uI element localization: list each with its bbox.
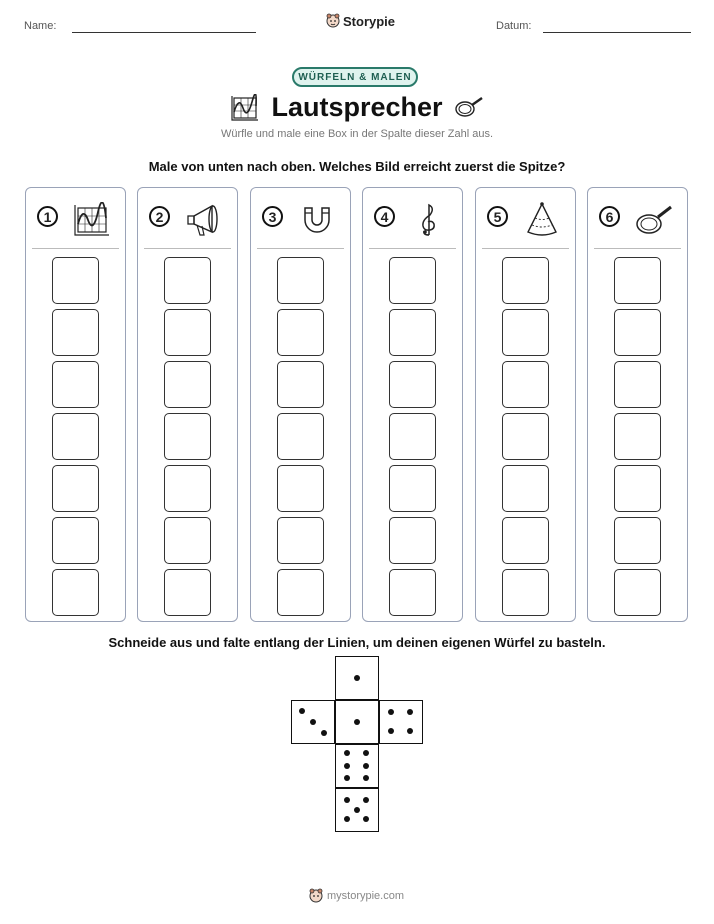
dice-pip <box>354 807 360 813</box>
subtitle: Würfle und male eine Box in der Spalte dieser Zahl aus. <box>220 128 494 140</box>
dice-pip <box>363 775 369 781</box>
dice-pip <box>363 816 369 822</box>
color-box[interactable] <box>277 413 324 460</box>
color-box[interactable] <box>52 361 99 408</box>
column-header <box>146 202 232 238</box>
color-box[interactable] <box>277 569 324 616</box>
color-box[interactable] <box>614 569 661 616</box>
magnet-icon <box>297 202 337 243</box>
color-box[interactable] <box>389 569 436 616</box>
color-box[interactable] <box>502 309 549 356</box>
color-box[interactable] <box>614 361 661 408</box>
color-box[interactable] <box>614 413 661 460</box>
dice-pip <box>344 775 350 781</box>
column-divider <box>32 248 119 249</box>
color-box[interactable] <box>502 517 549 564</box>
dice-pip <box>344 750 350 756</box>
storypie-logo <box>326 13 395 29</box>
dice-pip <box>388 709 394 715</box>
color-box[interactable] <box>52 465 99 512</box>
footer <box>309 888 404 904</box>
color-box[interactable] <box>164 257 211 304</box>
dice-pip <box>363 797 369 803</box>
dice-face-3 <box>291 700 335 744</box>
column-number: 4 <box>374 206 395 227</box>
color-box[interactable] <box>502 361 549 408</box>
instructions: Male von unten nach oben. Welches Bild erreicht zuerst die Spitze? <box>148 159 566 174</box>
dice-pip <box>310 719 316 725</box>
column-divider <box>482 248 569 249</box>
color-box[interactable] <box>52 413 99 460</box>
color-box[interactable] <box>277 361 324 408</box>
dice-pip <box>344 763 350 769</box>
column-number: 2 <box>149 206 170 227</box>
column-4 <box>362 187 463 622</box>
color-box[interactable] <box>389 413 436 460</box>
treble-clef-icon <box>409 202 449 243</box>
logo-text: Storypie <box>343 13 396 29</box>
activity-badge: WÜRFELN & MALEN <box>292 67 418 87</box>
name-label: Name: <box>24 20 57 32</box>
party-hat-icon <box>522 202 562 243</box>
color-box[interactable] <box>164 361 211 408</box>
color-box[interactable] <box>502 413 549 460</box>
dice-face-4 <box>379 700 423 744</box>
page-title: Lautsprecher <box>271 92 443 122</box>
dice-face-1 <box>335 700 379 744</box>
dice-pip <box>363 763 369 769</box>
column-5 <box>475 187 576 622</box>
dice-pip <box>407 728 413 734</box>
dice-pip <box>407 709 413 715</box>
color-box[interactable] <box>277 517 324 564</box>
cut-instructions: Schneide aus und falte entlang der Linien, um deinen eigenen Würfel zu basteln. <box>108 635 606 650</box>
color-box[interactable] <box>389 309 436 356</box>
megaphone-icon <box>184 202 224 243</box>
color-box[interactable] <box>164 569 211 616</box>
name-line <box>72 32 256 33</box>
column-6 <box>587 187 688 622</box>
column-header <box>596 202 682 238</box>
color-box[interactable] <box>52 517 99 564</box>
column-divider <box>594 248 681 249</box>
color-box[interactable] <box>277 257 324 304</box>
dice-pip <box>321 730 327 736</box>
date-label: Datum: <box>496 20 532 32</box>
color-box[interactable] <box>164 309 211 356</box>
color-box[interactable] <box>502 465 549 512</box>
color-box[interactable] <box>614 517 661 564</box>
column-number: 6 <box>599 206 620 227</box>
color-box[interactable] <box>277 309 324 356</box>
dice-face-1 <box>335 656 379 700</box>
color-box[interactable] <box>52 309 99 356</box>
column-header <box>371 202 457 238</box>
color-box[interactable] <box>52 569 99 616</box>
dice-face-6 <box>335 744 379 788</box>
frying-pan-icon <box>634 202 674 243</box>
color-box[interactable] <box>164 465 211 512</box>
dice-pip <box>299 708 305 714</box>
color-box[interactable] <box>389 361 436 408</box>
dice-pip <box>354 719 360 725</box>
color-box[interactable] <box>389 257 436 304</box>
dice-pip <box>344 816 350 822</box>
color-box[interactable] <box>389 517 436 564</box>
column-divider <box>369 248 456 249</box>
column-header <box>34 202 120 238</box>
color-box[interactable] <box>614 257 661 304</box>
dice-pip <box>344 797 350 803</box>
column-divider <box>144 248 231 249</box>
column-header <box>484 202 570 238</box>
color-box[interactable] <box>52 257 99 304</box>
color-box[interactable] <box>614 309 661 356</box>
dice-pip <box>388 728 394 734</box>
column-1 <box>25 187 126 622</box>
column-header <box>259 202 345 238</box>
chart-icon <box>72 202 112 243</box>
column-number: 5 <box>487 206 508 227</box>
date-line <box>543 32 691 33</box>
color-box[interactable] <box>277 465 324 512</box>
color-box[interactable] <box>502 257 549 304</box>
column-3 <box>250 187 351 622</box>
column-number: 3 <box>262 206 283 227</box>
column-divider <box>257 248 344 249</box>
column-number: 1 <box>37 206 58 227</box>
frying-pan-icon <box>454 96 484 118</box>
dice-pip <box>363 750 369 756</box>
storypie-mascot-icon <box>309 888 323 904</box>
color-box[interactable] <box>614 465 661 512</box>
column-2 <box>137 187 238 622</box>
dice-pip <box>354 675 360 681</box>
color-box[interactable] <box>164 413 211 460</box>
color-box[interactable] <box>389 465 436 512</box>
dice-face-5 <box>335 788 379 832</box>
color-box[interactable] <box>502 569 549 616</box>
storypie-mascot-icon <box>326 13 340 29</box>
color-box[interactable] <box>164 517 211 564</box>
footer-url: mystorypie.com <box>327 890 405 902</box>
